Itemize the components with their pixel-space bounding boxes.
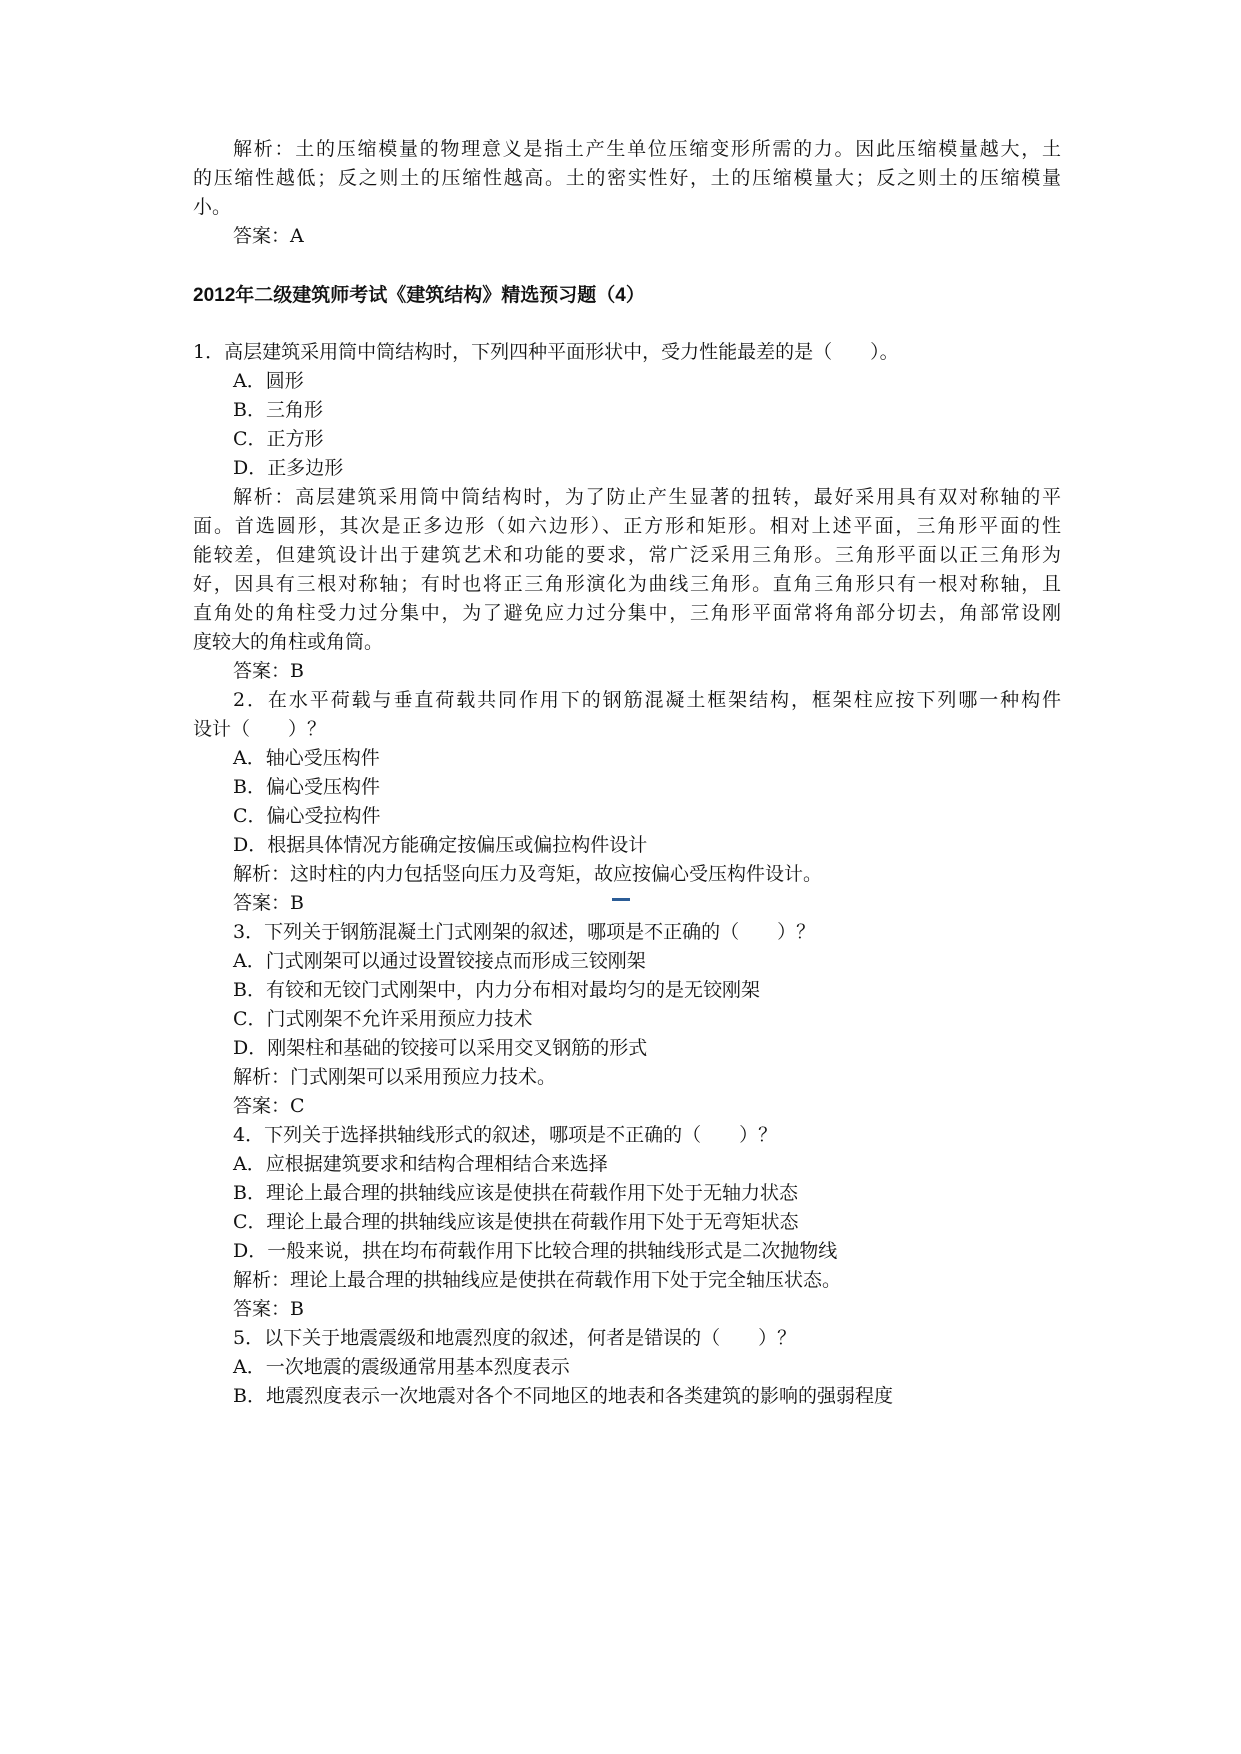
q3-answer: 答案：C — [233, 1095, 305, 1117]
q5-option-b: B．地震烈度表示一次地震对各个不同地区的地表和各类建筑的影响的强弱程度 — [233, 1385, 893, 1407]
blue-cursor-mark — [612, 898, 630, 901]
q4-option-c: C．理论上最合理的拱轴线应该是使拱在荷载作用下处于无弯矩状态 — [233, 1211, 799, 1233]
q3-question: 3．下列关于钢筋混凝土门式刚架的叙述，哪项是不正确的（ ）？ — [233, 921, 816, 943]
q3-option-a: A．门式刚架可以通过设置铰接点而形成三铰刚架 — [233, 950, 646, 972]
intro-answer: 答案：A — [233, 225, 304, 247]
intro-analysis-line-1: 解析：土的压缩模量的物理意义是指土产生单位压缩变形所需的力。因此压缩模量越大，土 — [233, 138, 1061, 160]
q4-answer: 答案：B — [233, 1298, 304, 1320]
q1-analysis-line-5: 直角处的角柱受力过分集中，为了避免应力过分集中，三角形平面常将角部分切去，角部常设刚 — [193, 602, 1061, 624]
q1-analysis-line-3: 能较差，但建筑设计出于建筑艺术和功能的要求，常广泛采用三角形。三角形平面以正三角形为 — [193, 544, 1061, 566]
q1-analysis-line-6: 度较大的角柱或角筒。 — [193, 631, 384, 653]
q2-option-d: D．根据具体情况方能确定按偏压或偏拉构件设计 — [233, 834, 648, 856]
q1-option-d: D．正多边形 — [233, 457, 344, 479]
q2-question-line-1: 2．在水平荷载与垂直荷载共同作用下的钢筋混凝土框架结构，框架柱应按下列哪一种构件 — [233, 689, 1061, 711]
q1-analysis-line-1: 解析：高层建筑采用筒中筒结构时，为了防止产生显著的扭转，最好采用具有双对称轴的平 — [233, 486, 1061, 508]
q1-option-a: A．圆形 — [233, 370, 304, 392]
q4-option-a: A．应根据建筑要求和结构合理相结合来选择 — [233, 1153, 608, 1175]
q2-analysis: 解析：这时柱的内力包括竖向压力及弯矩，故应按偏心受压构件设计。 — [233, 863, 823, 885]
q3-option-c: C．门式刚架不允许采用预应力技术 — [233, 1008, 533, 1030]
q3-option-b: B．有铰和无铰门式刚架中，内力分布相对最均匀的是无铰刚架 — [233, 979, 760, 1001]
q3-option-d: D．刚架柱和基础的铰接可以采用交叉钢筋的形式 — [233, 1037, 648, 1059]
q2-option-c: C．偏心受拉构件 — [233, 805, 381, 827]
q1-option-c: C．正方形 — [233, 428, 324, 450]
q1-analysis-line-4: 好，因具有三根对称轴；有时也将正三角形演化为曲线三角形。直角三角形只有一根对称轴，且 — [193, 573, 1061, 595]
intro-analysis-line-2: 的压缩性越低；反之则土的压缩性越高。土的密实性好，土的压缩模量大；反之则土的压缩模量 — [193, 167, 1061, 189]
q5-question: 5．以下关于地震震级和地震烈度的叙述，何者是错误的（ ）？ — [233, 1327, 797, 1349]
q3-analysis: 解析：门式刚架可以采用预应力技术。 — [233, 1066, 557, 1088]
q4-option-d: D．一般来说，拱在均布荷载作用下比较合理的拱轴线形式是二次抛物线 — [233, 1240, 838, 1262]
q5-option-a: A．一次地震的震级通常用基本烈度表示 — [233, 1356, 570, 1378]
q2-question-line-2: 设计（ ）？ — [193, 718, 327, 740]
intro-analysis-line-3: 小。 — [193, 196, 232, 218]
q1-question: 1．高层建筑采用筒中筒结构时，下列四种平面形状中，受力性能最差的是（ ）。 — [193, 341, 899, 363]
q4-question: 4．下列关于选择拱轴线形式的叙述，哪项是不正确的（ ）？ — [233, 1124, 778, 1146]
q1-analysis-line-2: 面。首选圆形，其次是正多边形（如六边形）、正方形和矩形。相对上述平面，三角形平面的性 — [193, 515, 1061, 537]
q2-option-a: A．轴心受压构件 — [233, 747, 380, 769]
q4-analysis: 解析：理论上最合理的拱轴线应是使拱在荷载作用下处于完全轴压状态。 — [233, 1269, 842, 1291]
q1-answer: 答案：B — [233, 660, 304, 682]
q4-option-b: B．理论上最合理的拱轴线应该是使拱在荷载作用下处于无轴力状态 — [233, 1182, 798, 1204]
section-title: 2012年二级建筑师考试《建筑结构》精选预习题（4） — [193, 285, 645, 306]
q1-option-b: B．三角形 — [233, 399, 323, 421]
q2-option-b: B．偏心受压构件 — [233, 776, 380, 798]
q2-answer: 答案：B — [233, 892, 304, 914]
